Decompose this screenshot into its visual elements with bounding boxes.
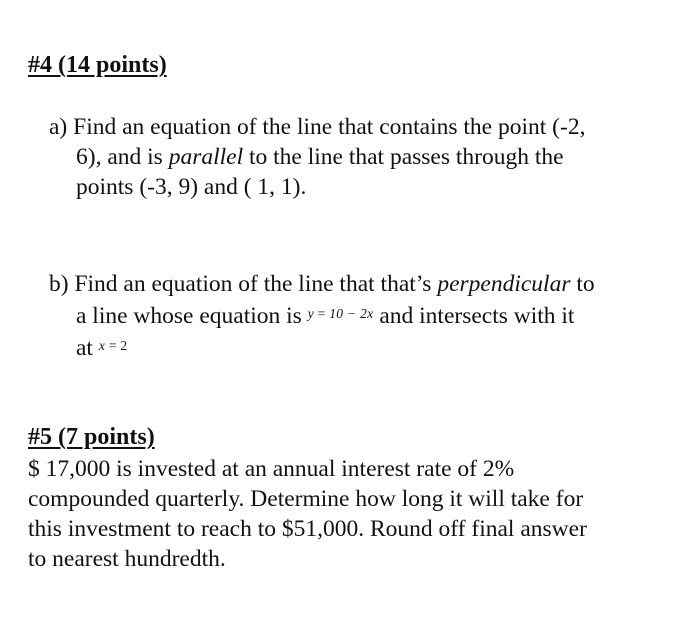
q4b-line-2-end: and intersects with it: [373, 303, 575, 329]
q4b-line-3: [49, 331, 595, 363]
intersection-x-value: x = 2: [98, 338, 128, 353]
q4-part-b: [49, 269, 595, 363]
q4a-line-2-end: to the line that passes through the: [243, 144, 564, 170]
q4a-parallel-emphasis: parallel: [168, 144, 244, 170]
q4-part-a: [49, 112, 585, 202]
q4a-line-2-start: 6), and is: [76, 144, 169, 170]
q4a-line-2: [49, 142, 585, 172]
q4b-line-1-end: to: [570, 271, 595, 297]
q5-line-1: $ 17,000 is invested at an annual interest rate of 2%: [28, 456, 515, 482]
q5-heading: #5 (7 points): [28, 424, 155, 450]
q4a-line-3: points (-3, 9) and ( 1, 1).: [76, 174, 307, 200]
q4-heading: #4 (14 points): [28, 52, 167, 78]
q4b-line-2: [49, 299, 595, 331]
q5-line-2: compounded quarterly. Determine how long it will take for: [28, 486, 584, 512]
q4a-line-1: a) Find an equation of the line that contains the point (-2,: [49, 114, 586, 140]
q4b-perpendicular-emphasis: perpendicular: [437, 271, 571, 297]
q5-body: [28, 454, 587, 574]
q5-line-4: to nearest hundredth.: [28, 546, 226, 572]
given-line-equation: y = 10 − 2x: [307, 306, 374, 321]
q4b-line-2-start: a line whose equation is: [76, 303, 308, 329]
q4b-line-3-start: at: [76, 335, 99, 361]
q5-line-3: this investment to reach to $51,000. Round off final answer: [28, 516, 587, 542]
q4b-line-1-start: b) Find an equation of the line that that’s: [49, 271, 438, 297]
q4b-line-1: [49, 269, 595, 299]
